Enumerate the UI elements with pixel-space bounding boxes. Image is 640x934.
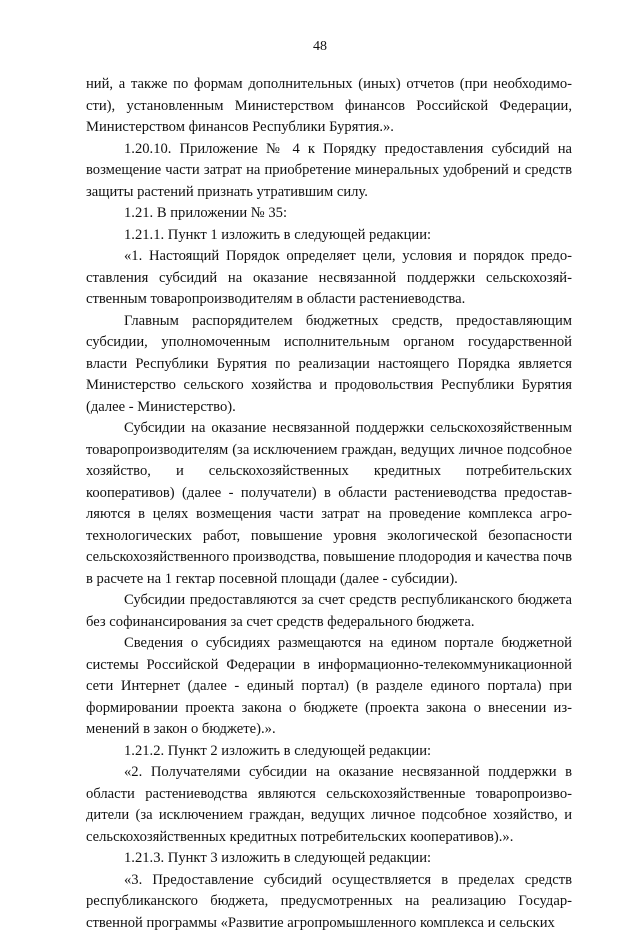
paragraph-1-21: 1.21. В приложении № 35: [86, 203, 572, 225]
paragraph-1-21-2: 1.21.2. Пункт 2 изложить в следующей редакции: [86, 741, 572, 763]
page-number: 48 [0, 38, 640, 56]
paragraph-1-20-10: 1.20.10. Приложение № 4 к Порядку предоставления субсидий на возмещение части затрат на приобретение минеральных удобрений и средств защиты растений признать утратившим силу. [86, 139, 572, 204]
paragraph-subsidy-purpose: Субсидии на оказание несвязанной поддержки сельскохозяйственным товаропроизводителям (за исключением граждан, ведущих личное подсобное хозяйство, и сельскохозяйственных кредитных потребительских кооперативов) (далее - получатели) в области растениеводства предоставляются в целях возмещения части затрат на проведение комплекса агротехнологических работ, повышение уровня экологической безопасности сельскохозяйственного производства, повышение плодородия и качества почв в расчете на 1 гектар посевной площади (далее - субсидии). [86, 418, 572, 590]
paragraph-subsidy-info: Сведения о субсидиях размещаются на едином портале бюджетной системы Российской Федерации в информационно-телекоммуникационной сети Интернет (далее - единый портал) (в разделе единого портала) при формировании проекта закона о бюджете (проекта закона о внесении изменений в закон о бюджете).». [86, 633, 572, 741]
paragraph-main-administrator: Главным распорядителем бюджетных средств, предоставляющим субсидии, уполномоченным исполнительным органом государственной власти Республики Бурятия по реализации настоящего Порядка является Министерство сельского хозяйства и продовольствия Республики Бурятия (далее - Министерство). [86, 311, 572, 419]
paragraph-subsidy-funding: Субсидии предоставляются за счет средств республиканского бюджета без софинансирования за счет средств федерального бюджета. [86, 590, 572, 633]
paragraph-quote-point-2: «2. Получателями субсидии на оказание несвязанной поддержки в области растениеводства являются сельскохозяйственные товаропроизводители (за исключением граждан, ведущих личное подсобное хозяйство, и сельскохозяйственных кредитных потребительских кооперативов).». [86, 762, 572, 848]
document-body [86, 74, 572, 934]
paragraph-quote-point-3: «3. Предоставление субсидий осуществляется в пределах средств республиканского бюджета, предусмотренных на реализацию Государственной программы «Развитие агропромышленного комплекса и сельских [86, 870, 572, 934]
paragraph-continuation: ний, а также по формам дополнительных (иных) отчетов (при необходимости), установленным Министерством финансов Российской Федерации, Министерством финансов Республики Бурятия.». [86, 74, 572, 139]
paragraph-1-21-3: 1.21.3. Пункт 3 изложить в следующей редакции: [86, 848, 572, 870]
paragraph-quote-point-1: «1. Настоящий Порядок определяет цели, условия и порядок предоставления субсидий на оказание несвязанной поддержки сельскохозяйственным товаропроизводителям в области растениеводства. [86, 246, 572, 311]
paragraph-1-21-1: 1.21.1. Пункт 1 изложить в следующей редакции: [86, 225, 572, 247]
